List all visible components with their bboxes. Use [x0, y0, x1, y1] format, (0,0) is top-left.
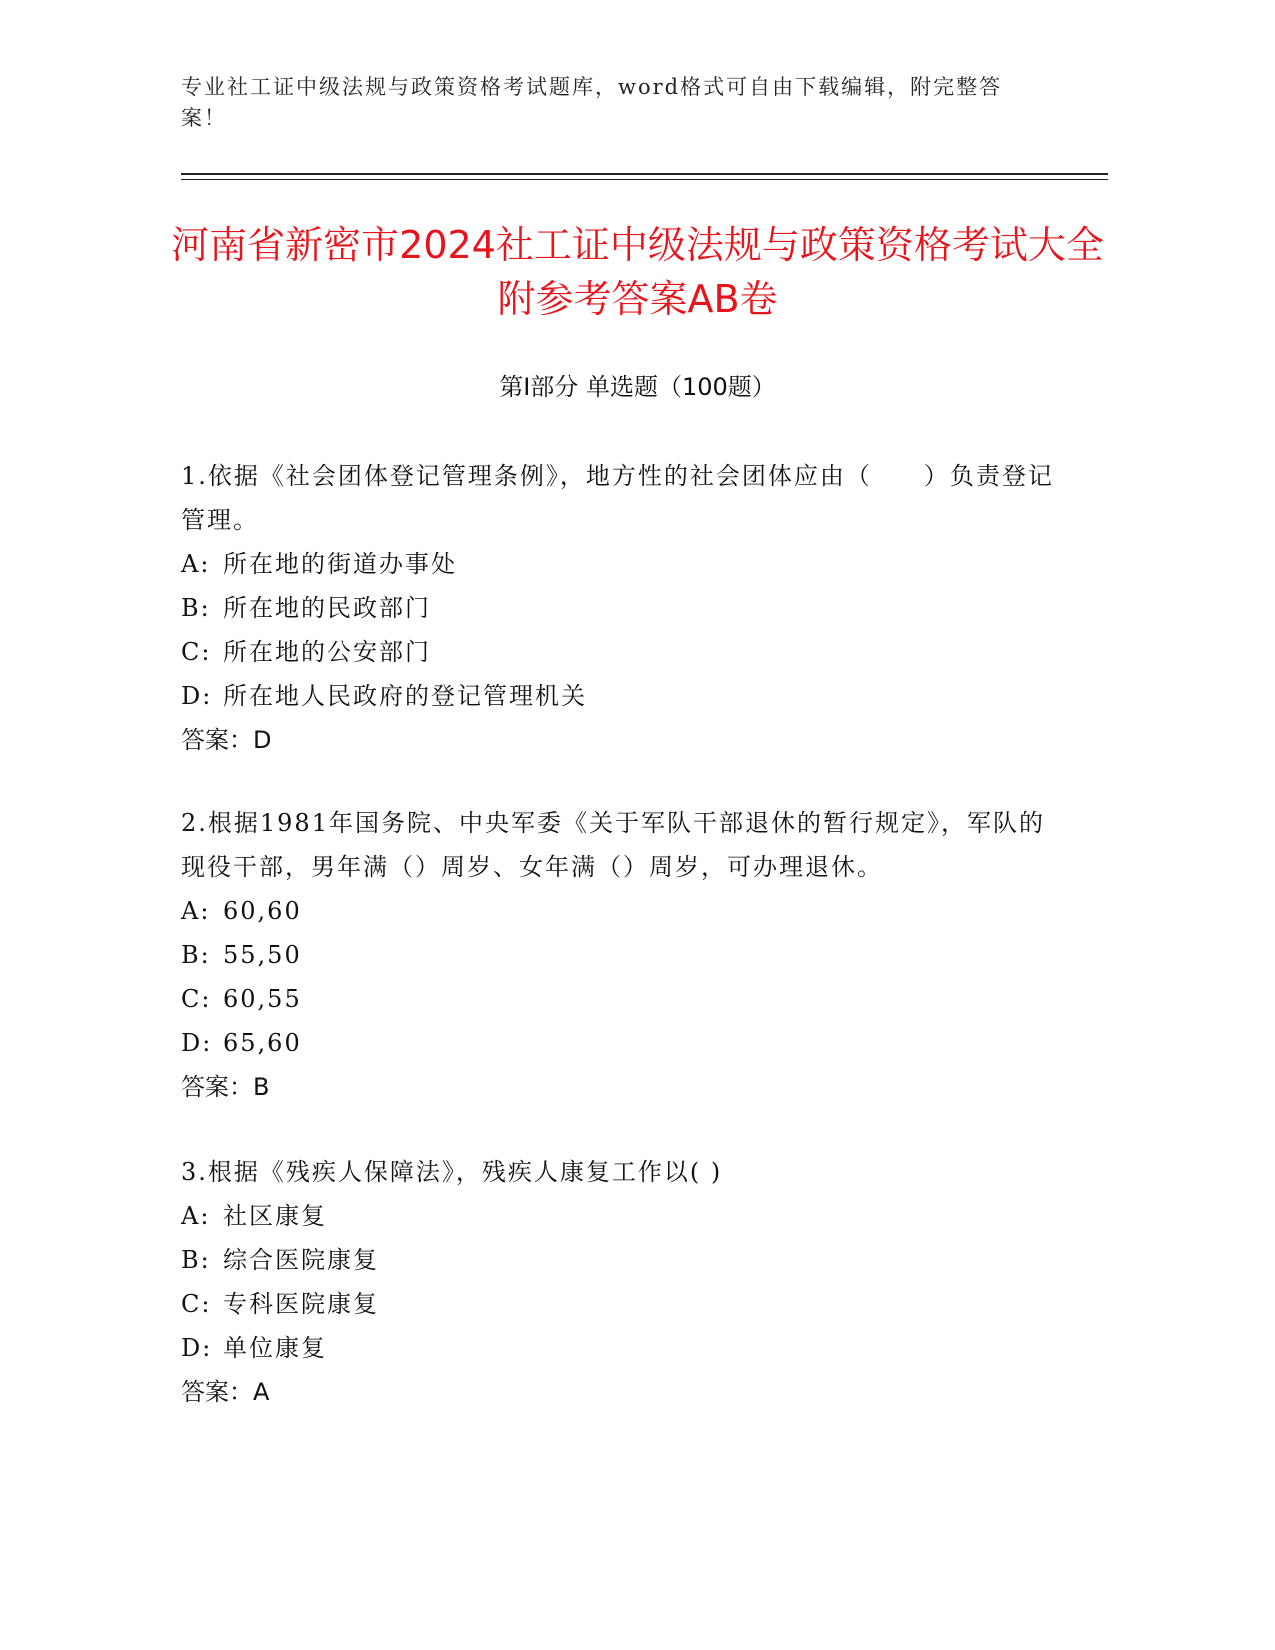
option-key: D: — [181, 1029, 213, 1057]
option-key: C: — [181, 1290, 212, 1318]
option-key: C: — [181, 638, 212, 666]
option-c — [181, 630, 1061, 674]
option-text: 65,60 — [223, 1029, 302, 1057]
header-note: 专业社工证中级法规与政策资格考试题库，word格式可自由下载编辑，附完整答案！ — [181, 75, 1003, 130]
answer-line: 答案：D — [181, 726, 272, 754]
question-text: 3.根据《残疾人保障法》，残疾人康复工作以( ) — [181, 1158, 723, 1186]
option-key: A: — [181, 1202, 211, 1230]
option-key: D: — [181, 682, 213, 710]
section-title: 第Ⅰ部分 单选题（100题） — [499, 373, 776, 401]
option-key: D: — [181, 1334, 213, 1362]
option-d — [181, 1021, 1061, 1065]
option-text: 55,50 — [223, 941, 302, 969]
option-text: 所在地人民政府的登记管理机关 — [223, 682, 587, 710]
header-rule-thick — [181, 173, 1108, 175]
option-text: 单位康复 — [223, 1334, 327, 1362]
option-text: 60,60 — [223, 897, 302, 925]
option-key: B: — [181, 1246, 211, 1274]
option-d — [181, 674, 1061, 718]
header-rule-thin — [181, 179, 1108, 180]
option-text: 所在地的街道办事处 — [223, 550, 457, 578]
document-title: 河南省新密市2024社工证中级法规与政策资格考试大全附参考答案AB卷 — [171, 223, 1104, 321]
option-b — [181, 586, 1061, 630]
option-key: C: — [181, 985, 212, 1013]
option-text: 综合医院康复 — [223, 1246, 379, 1274]
option-a — [181, 889, 1061, 933]
option-text: 所在地的民政部门 — [223, 594, 431, 622]
option-key: A: — [181, 550, 211, 578]
option-d — [181, 1326, 1061, 1370]
option-b — [181, 1238, 1061, 1282]
option-a — [181, 542, 1061, 586]
option-key: B: — [181, 594, 211, 622]
option-key: A: — [181, 897, 211, 925]
option-b — [181, 933, 1061, 977]
option-key: B: — [181, 941, 211, 969]
option-a — [181, 1194, 1061, 1238]
option-c — [181, 977, 1061, 1021]
option-text: 社区康复 — [223, 1202, 327, 1230]
option-text: 专科医院康复 — [223, 1290, 379, 1318]
option-c — [181, 1282, 1061, 1326]
option-text: 所在地的公安部门 — [223, 638, 431, 666]
answer-line: 答案：B — [181, 1073, 270, 1101]
option-text: 60,55 — [223, 985, 302, 1013]
question-text: 2.根据1981年国务院、中央军委《关于军队干部退休的暂行规定》，军队的现役干部，男年满（）周岁、女年满（）周岁，可办理退休。 — [181, 809, 1045, 881]
question-3 — [181, 1150, 1061, 1414]
question-1 — [181, 454, 1061, 762]
question-2 — [181, 801, 1061, 1109]
question-text: 1.依据《社会团体登记管理条例》，地方性的社会团体应由（ ）负责登记管理。 — [181, 462, 1054, 534]
answer-line: 答案：A — [181, 1378, 270, 1406]
